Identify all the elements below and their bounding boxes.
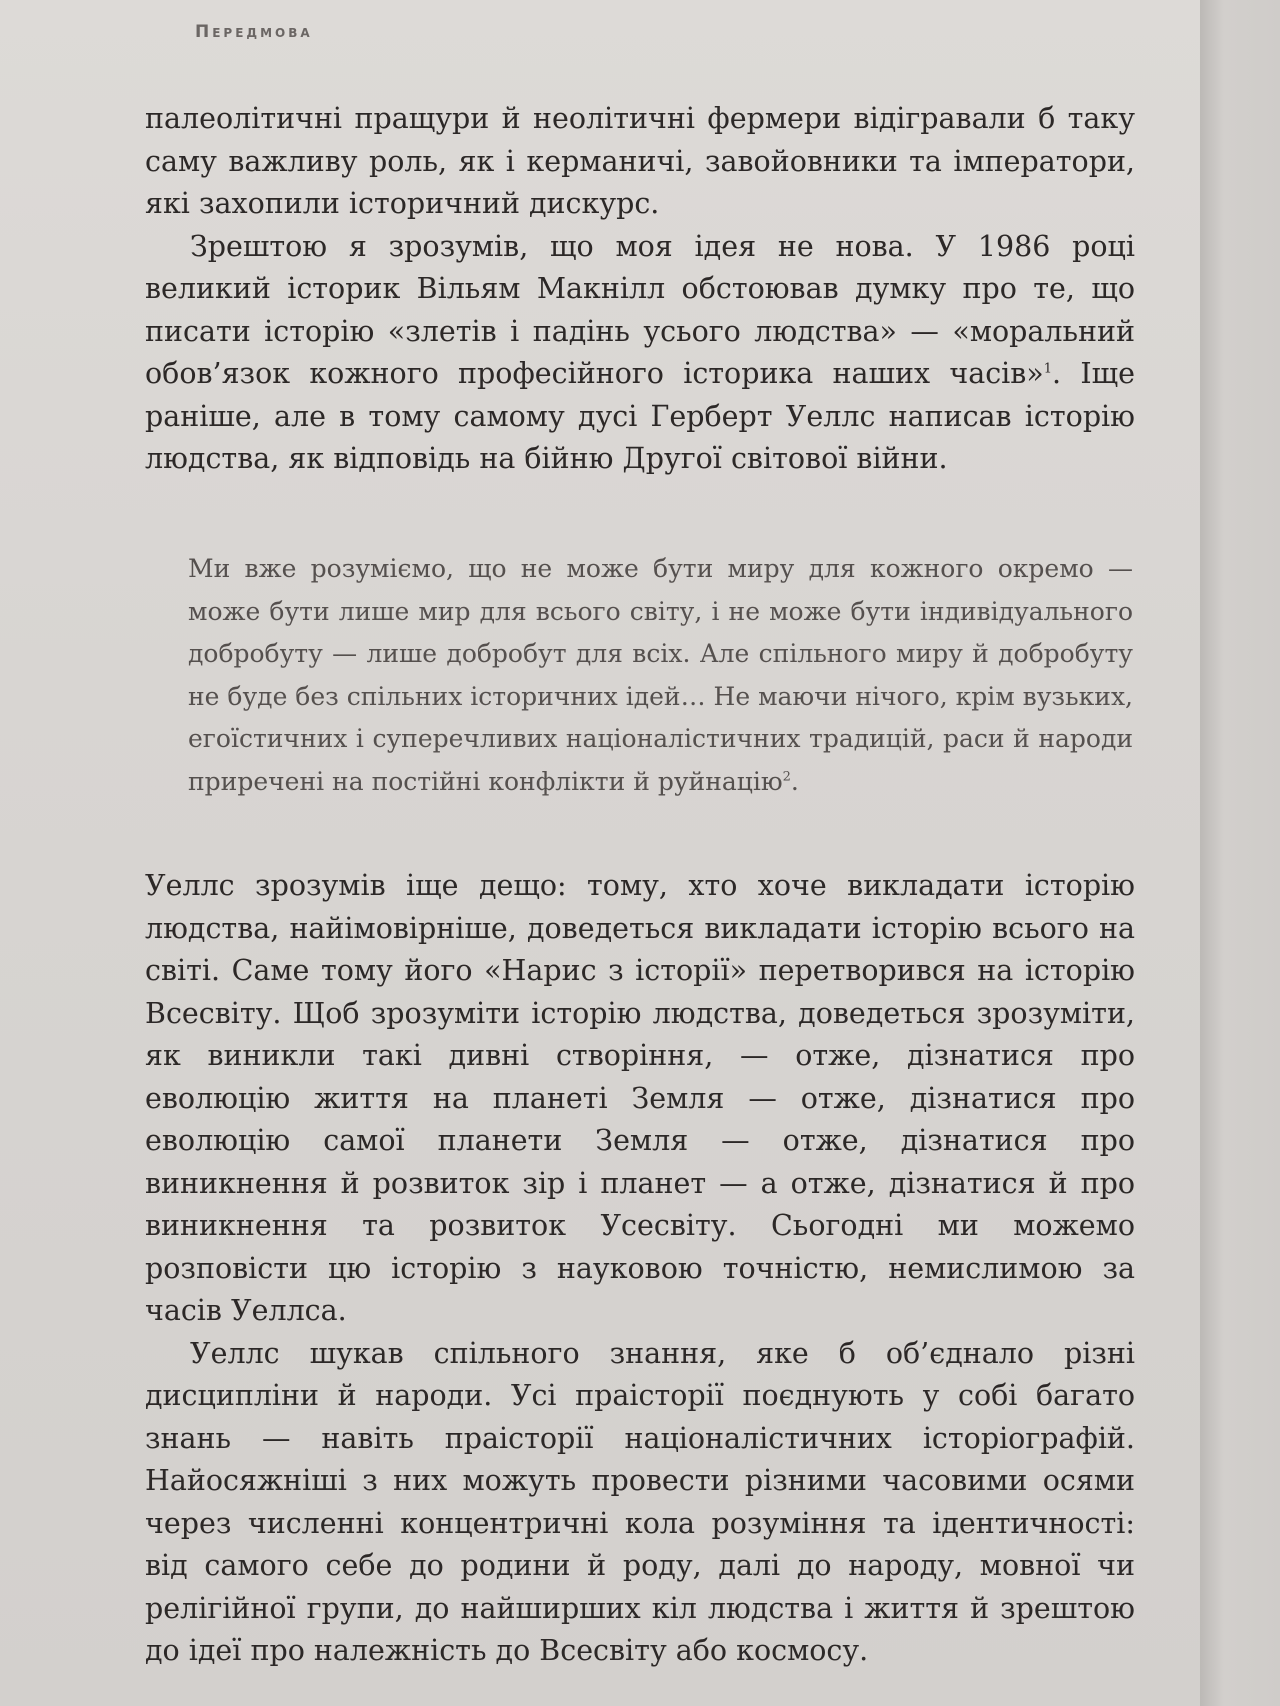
- footnote-ref-2: 2: [782, 769, 791, 785]
- paragraph-2-text-after: . Іще раніше, але в тому самому дусі Герберт Уеллс написав історію людства, як відповідь на бійню Другої світової війни.: [145, 357, 1135, 475]
- page-edge: [1200, 0, 1280, 1706]
- running-header: Передмова: [195, 22, 313, 42]
- top-text-block: [145, 98, 1135, 481]
- paragraph-1: палеолітичні пращури й неолітичні фермери відігравали б таку саму важливу роль, як і керманичі, завойовники та імператори, які захопили історичний дискурс.: [145, 102, 1135, 220]
- paragraph-3: Уеллс зрозумів іще дещо: тому, хто хоче викладати історію людства, найімовірніше, доведеться викладати історію всього на світі. Саме тому його «Нарис з історії» перетворився на історію Всесвіту. Щоб зрозуміти історію людства, доведеться зрозуміти, як виникли такі дивні створіння, — отже, дізнатися про еволюцію життя на планеті Земля — отже, дізнатися про еволюцію самої планети Земля — отже, дізнатися про виникнення й розвиток зір і планет — а отже, дізнатися й про виникнення та розвиток Усесвіту. Сьогодні ми можемо розповісти цю історію з науковою точністю, немислимою за часів Уеллса.: [145, 869, 1135, 1327]
- paragraph-2: [145, 226, 1135, 481]
- block-quote: [188, 548, 1133, 803]
- paragraph-2-text: Зрештою я зрозумів, що моя ідея не нова. У 1986 році великий історик Вільям Макнілл обстоював думку про те, що писати історію «злетів і падінь усього людства» — «моральний обов’язок кожного професійного історика наших часів»: [145, 229, 1135, 390]
- footnote-ref-1: 1: [1043, 361, 1053, 377]
- bottom-text-block: [145, 865, 1135, 1673]
- paragraph-4: Уеллс шукав спільного знання, яке б об’єднало різні дисципліни й народи. Усі праісторії поєднують у собі багато знань — навіть праісторії націоналістичних історіографій. Найосяжніші з них можуть провести різними часовими осями через численні концентричні кола розуміння та ідентичності: від самого себе до родини й роду, далі до народу, мовної чи релігійної групи, до найширших кіл людства і життя й зрештою до ідеї про належність до Всесвіту або космосу.: [145, 1336, 1135, 1667]
- quote-text-after: .: [790, 766, 799, 796]
- quote-text: Ми вже розуміємо, що не може бути миру для кожного окремо — може бути лише мир для всього світу, і не може бути індивідуального добробуту — лише добробут для всіх. Але спільного миру й добробуту не буде без спільних історичних ідей… Не маючи нічого, крім вузьких, егоїстичних і суперечливих націоналістичних традицій, раси й народи приречені на постійні конфлікти й руйнацію: [188, 554, 1133, 796]
